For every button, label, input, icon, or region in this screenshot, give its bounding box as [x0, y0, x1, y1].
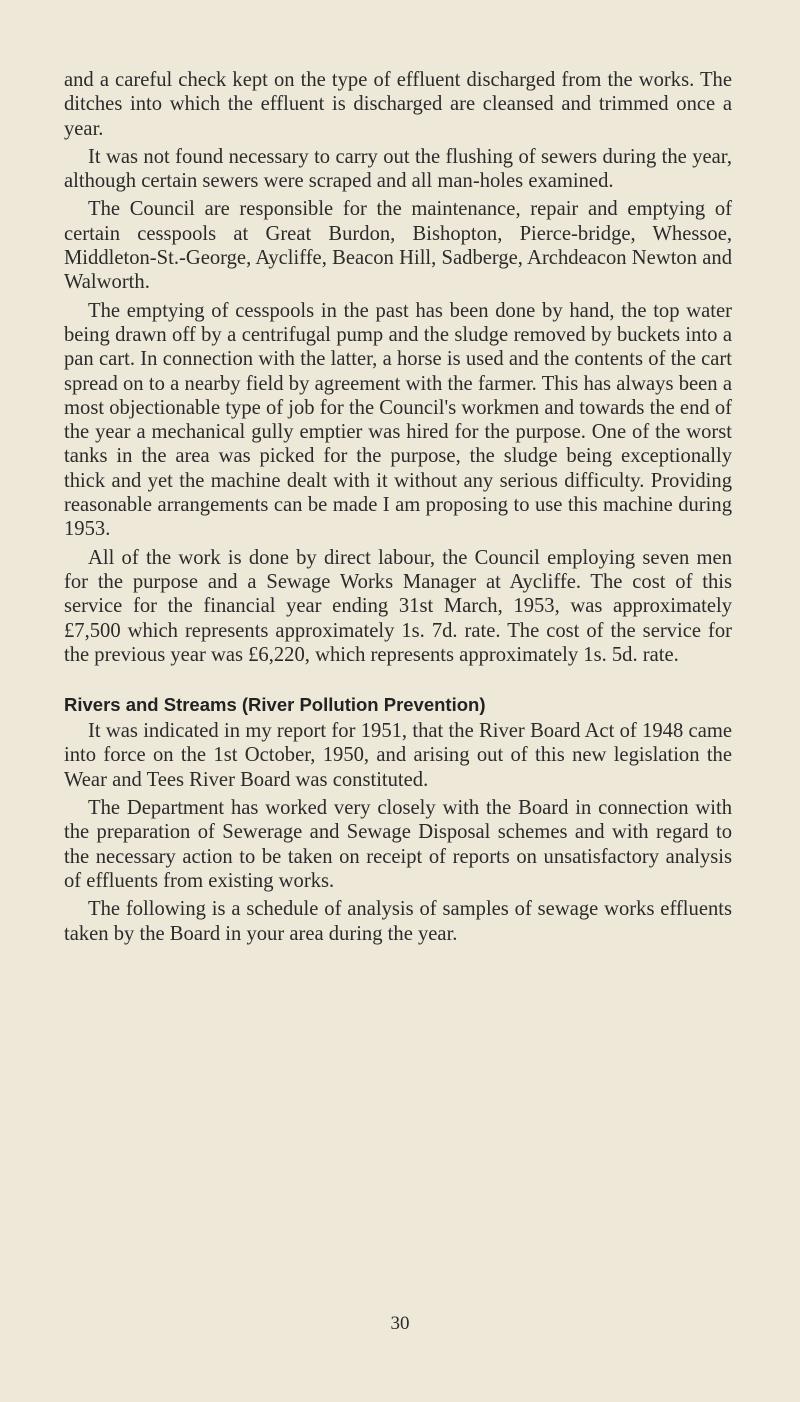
- paragraph-cesspool-responsibility: The Council are responsible for the maintenance, repair and emptying of certain cesspools at Great Burdon, Bishopton, Pierce-bridge, Whessoe, Middleton-St.-George, Aycliffe, Beacon Hill, Sadberge, Archdeacon Newton and Walworth.: [64, 198, 732, 294]
- page-number: 30: [390, 1313, 410, 1334]
- paragraph-cesspool-emptying: The emptying of cesspools in the past has been done by hand, the top water being drawn off by a centrifugal pump and the sludge removed by buckets into a pan cart. In connection with the latter, a horse is used and the contents of the cart spread on to a nearby field by agreement with the farmer. This has always been a most objectionable type of job for the Council's workmen and towards the end of the year a mechanical gully emptier was hired for the purpose. One of the worst tanks in the area was picked for the purpose, the sludge being exceptionally thick and yet the machine dealt with it without any serious difficulty. Providing reasonable arrangements can be made I am proposing to use this machine during 1953.: [64, 299, 732, 541]
- paragraph-effluent-check: and a careful check kept on the type of effluent discharged from the works. The ditches into which the effluent is discharged are cleansed and trimmed once a year.: [64, 69, 732, 140]
- paragraph-direct-labour-cost: All of the work is done by direct labour, the Council employing seven men for the purpose and a Sewage Works Manager at Aycliffe. The cost of this service for the financial year ending 31st March, 1953, was approximately £7,500 which represents approximately 1s. 7d. rate. The cost of the service for the previous year was £6,220, which represents approximately 1s. 5d. rate.: [64, 546, 732, 666]
- paragraph-river-board-act: It was indicated in my report for 1951, that the River Board Act of 1948 came into force on the 1st October, 1950, and arising out of this new legislation the Wear and Tees River Board was constituted.: [64, 720, 732, 791]
- page-content: [64, 68, 732, 950]
- section-heading-rivers-streams: Rivers and Streams (River Pollution Prevention): [64, 694, 486, 716]
- paragraph-department-board: The Department has worked very closely with the Board in connection with the preparation of Sewerage and Sewage Disposal schemes and with regard to the necessary action to be taken on receipt of reports on unsatisfactory analysis of effluents from existing works.: [64, 797, 732, 892]
- paragraph-analysis-schedule: The following is a schedule of analysis of samples of sewage works effluents taken by the Board in your area during the year.: [64, 898, 732, 945]
- paragraph-sewer-flushing: It was not found necessary to carry out the flushing of sewers during the year, although certain sewers were scraped and all man-holes examined.: [64, 145, 732, 193]
